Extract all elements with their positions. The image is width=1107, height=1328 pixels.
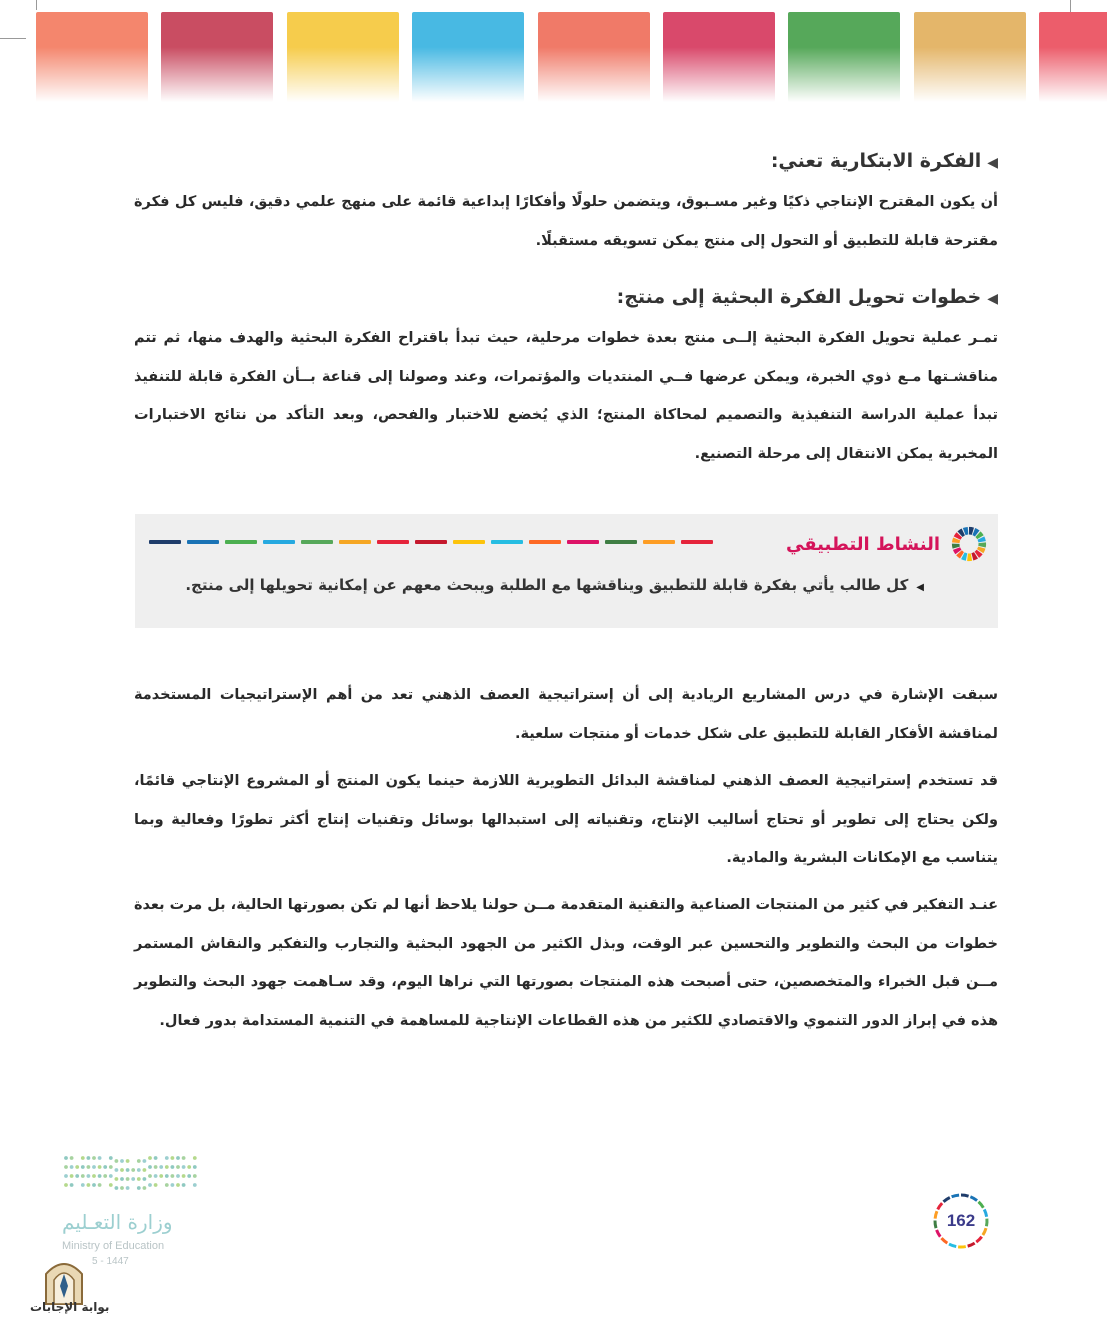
logo-dot: [92, 1165, 96, 1169]
logo-dot: [87, 1165, 91, 1169]
logo-dot: [98, 1165, 102, 1169]
color-dash: [187, 540, 219, 544]
ring-segment: [981, 538, 982, 542]
ring-segment: [974, 532, 977, 534]
color-dash-line: [149, 540, 799, 545]
logo-dot: [137, 1186, 141, 1190]
logo-dot: [148, 1183, 152, 1187]
logo-dot: [98, 1174, 102, 1178]
logo-dot: [109, 1156, 113, 1160]
answer-gate-logo: [42, 1256, 86, 1306]
logo-dot: [87, 1183, 91, 1187]
logo-dot: [92, 1156, 96, 1160]
color-tab: [1039, 12, 1107, 102]
logo-dot: [176, 1165, 180, 1169]
color-tab: [788, 12, 900, 102]
color-tab: [412, 12, 524, 102]
crop-mark-top-left: [0, 38, 26, 39]
logo-dot: [109, 1174, 113, 1178]
logo-dot: [98, 1156, 102, 1160]
logo-dot: [120, 1186, 124, 1190]
section-body-idea-to-product: تمـر عملية تحويل الفكرة البحثية إلــى منتج بعدة خطوات مرحلية، حيث تبدأ باقتراح الفكرة البحثية والهدف منها، ثم تتم مناقشـتها مـع ذوي الخبرة، ويمكن عرضها فــي المنتديات والمؤتمرات، وعند وصولنا إلى قناعة بــأن الفكرة قابلة للتنفيذ تبدأ عملية الدراسة التنفيذية والتصميم لمحاكاة المنتج؛ الذي يُخضع للاختبار والفحص، وبعد التأكد من نتائج الاختبارات المخبرية يمكن الانتقال إلى مرحلة التصنيع.: [134, 330, 998, 462]
logo-dot: [109, 1165, 113, 1169]
logo-dot: [137, 1168, 141, 1172]
bullet-triangle-icon: ◀: [916, 582, 924, 593]
logo-dot: [81, 1165, 85, 1169]
logo-dot: [92, 1174, 96, 1178]
logo-dot: [81, 1174, 85, 1178]
color-tab: [36, 12, 148, 102]
logo-dot: [64, 1183, 68, 1187]
ring-segment: [977, 552, 980, 555]
logo-dot: [131, 1168, 135, 1172]
sdg-wheel-icon: [950, 525, 988, 563]
ring-segment: [957, 535, 959, 538]
color-tab: [161, 12, 273, 102]
color-dash: [491, 540, 523, 544]
logo-dot: [193, 1156, 197, 1160]
crop-mark-vertical-left: [36, 0, 37, 10]
logo-dot: [143, 1159, 147, 1163]
edition-year: 5 - 1447: [92, 1256, 129, 1267]
section-body-innovative-idea: أن يكون المقترح الإنتاجي ذكيًا وغير مسـبوق، ويتضمن حلولًا وأفكارًا إبداعية قائمة على منهج علمي دقيق، فليس كل فكرة مقترحة قابلة للتطبيق أو التحول إلى منتج يمكن تسويقه مستقبلًا.: [134, 194, 998, 249]
logo-dot: [120, 1159, 124, 1163]
logo-dot: [115, 1177, 119, 1181]
ring-segment: [959, 553, 962, 556]
logo-dot: [126, 1159, 130, 1163]
section-heading-idea-to-product: ◀خطوات تحويل الفكرة البحثية إلى منتج:: [616, 286, 998, 308]
ring-segment: [978, 534, 980, 537]
logo-dot: [143, 1186, 147, 1190]
logo-dot: [148, 1165, 152, 1169]
activity-instruction: ◀كل طالب يأتي بفكرة قابلة للتطبيق ويناقشها مع الطلبة ويبحث معهم عن إمكانية تحويلها إلى منتج.: [185, 576, 924, 594]
logo-dot: [120, 1168, 124, 1172]
gate-caption: بوابة الإجابات: [30, 1300, 110, 1314]
logo-dot: [115, 1159, 119, 1163]
logo-dot: [171, 1165, 175, 1169]
logo-dot: [70, 1183, 74, 1187]
ministry-name-english: Ministry of Education: [62, 1240, 165, 1252]
logo-dot: [70, 1165, 74, 1169]
logo-dot: [143, 1177, 147, 1181]
logo-dot: [154, 1165, 158, 1169]
activity-title: النشاط التطبيقي: [786, 533, 940, 555]
ring-segment: [963, 556, 967, 557]
color-dash: [225, 540, 257, 544]
left-triangle-icon: ◀: [987, 155, 998, 171]
logo-dot: [159, 1174, 163, 1178]
ministry-dots-logo: [63, 1154, 203, 1202]
color-dash: [529, 540, 561, 544]
logo-dot: [75, 1165, 79, 1169]
logo-dot: [187, 1174, 191, 1178]
ministry-name-arabic: وزارة التعـليم: [62, 1210, 173, 1234]
color-tab: [538, 12, 650, 102]
color-dash: [339, 540, 371, 544]
logo-dot: [81, 1156, 85, 1160]
logo-dot: [187, 1165, 191, 1169]
logo-dot: [148, 1174, 152, 1178]
logo-dot: [64, 1156, 68, 1160]
logo-dot: [98, 1183, 102, 1187]
logo-dot: [137, 1159, 141, 1163]
logo-dot: [171, 1156, 175, 1160]
color-dash: [263, 540, 295, 544]
logo-dot: [182, 1183, 186, 1187]
page-number-badge: [932, 1192, 990, 1250]
color-dash: [377, 540, 409, 544]
logo-dot: [70, 1156, 74, 1160]
logo-dot: [92, 1183, 96, 1187]
logo-dot: [70, 1174, 74, 1178]
logo-dot: [154, 1183, 158, 1187]
logo-dot: [176, 1183, 180, 1187]
page-number: 162: [946, 1211, 976, 1230]
logo-dot: [115, 1168, 119, 1172]
color-dash: [149, 540, 181, 544]
ring-segment: [980, 548, 982, 552]
logo-dot: [182, 1174, 186, 1178]
logo-dot: [154, 1174, 158, 1178]
logo-dot: [193, 1165, 197, 1169]
logo-dot: [182, 1165, 186, 1169]
paragraph-brainstorming: سبقت الإشارة في درس المشاريع الريادية إلى أن إستراتيجية العصف الذهني تعد من أهم الإستراتيجيات المستخدمة لمناقشة الأفكار القابلة للتطبيق على شكل خدمات أو منتجات سلعية.: [134, 687, 998, 742]
logo-dot: [159, 1165, 163, 1169]
logo-dot: [176, 1174, 180, 1178]
logo-dot: [165, 1174, 169, 1178]
logo-dot: [81, 1183, 85, 1187]
ring-segment: [972, 555, 976, 557]
logo-dot: [154, 1156, 158, 1160]
ring-segment: [969, 531, 973, 532]
color-dash: [567, 540, 599, 544]
logo-dot: [103, 1174, 107, 1178]
color-dash: [681, 540, 713, 544]
logo-dot: [115, 1186, 119, 1190]
ring-segment: [964, 531, 968, 532]
logo-dot: [103, 1165, 107, 1169]
left-triangle-icon: ◀: [987, 291, 998, 307]
logo-dot: [165, 1183, 169, 1187]
logo-dot: [148, 1156, 152, 1160]
logo-dot: [64, 1174, 68, 1178]
color-dash: [415, 540, 447, 544]
paragraph-research-development: عنـد التفكير في كثير من المنتجات الصناعية والتقنية المتقدمة مــن حولنا يلاحظ أنها لم تكن بصورتها الحالية، بل مرت بعدة خطوات من البحث والتطوير والتحسين عبر الوقت، وبذل الكثير من الجهود البحثية والتجارب والتفكير والنقاش المستمر مــن قبل الخبراء والمتخصصين، حتى أصبحت هذه المنتجات بصورتها التي نراها اليوم، وقد سـاهمت جهود البحث والتطوير هذه في إبراز الدور التنموي والاقتصادي للكثير من هذه القطاعات الإنتاجية للمساهمة في التنمية المستدامة بدور فعال.: [134, 897, 998, 1029]
logo-dot: [193, 1183, 197, 1187]
logo-dot: [182, 1156, 186, 1160]
logo-dot: [126, 1177, 130, 1181]
ring-segment: [956, 539, 957, 543]
color-dash: [453, 540, 485, 544]
logo-dot: [109, 1183, 113, 1187]
logo-dot: [143, 1168, 147, 1172]
logo-dot: [126, 1186, 130, 1190]
color-dash: [605, 540, 637, 544]
logo-dot: [165, 1165, 169, 1169]
ring-segment: [957, 549, 959, 552]
ministry-logo: [58, 1152, 208, 1267]
logo-dot: [171, 1174, 175, 1178]
color-dash: [301, 540, 333, 544]
color-tab: [287, 12, 399, 102]
logo-dot: [126, 1168, 130, 1172]
logo-dot: [87, 1174, 91, 1178]
color-tab: [663, 12, 775, 102]
color-dash: [643, 540, 675, 544]
logo-dot: [75, 1174, 79, 1178]
ring-segment: [956, 544, 957, 548]
paragraph-development-alternatives: قد تستخدم إستراتيجية العصف الذهني لمناقشة البدائل التطويرية اللازمة حينما يكون المنتج أو المشروع الإنتاجي قائمًا، ولكن يحتاج إلى تطوير أو تحتاج أساليب الإنتاج، وتقنياته إلى استبدالها بوسائل وتقنيات إنتاج أكثر تطورًا وفعالية وبما يتناسب مع الإمكانات البشرية والمادية.: [134, 773, 998, 866]
ring-segment: [960, 532, 963, 534]
section-heading-innovative-idea: ◀الفكرة الابتكارية تعني:: [770, 150, 998, 172]
logo-dot: [120, 1177, 124, 1181]
logo-dot: [131, 1177, 135, 1181]
color-tabs-band: [36, 12, 1098, 112]
applied-activity-box: [135, 514, 998, 628]
logo-dot: [176, 1156, 180, 1160]
logo-dot: [171, 1183, 175, 1187]
color-tab: [914, 12, 1026, 102]
activity-header: [786, 522, 988, 566]
logo-dot: [165, 1156, 169, 1160]
logo-dot: [87, 1156, 91, 1160]
logo-dot: [64, 1165, 68, 1169]
logo-dot: [193, 1174, 197, 1178]
logo-dot: [137, 1177, 141, 1181]
